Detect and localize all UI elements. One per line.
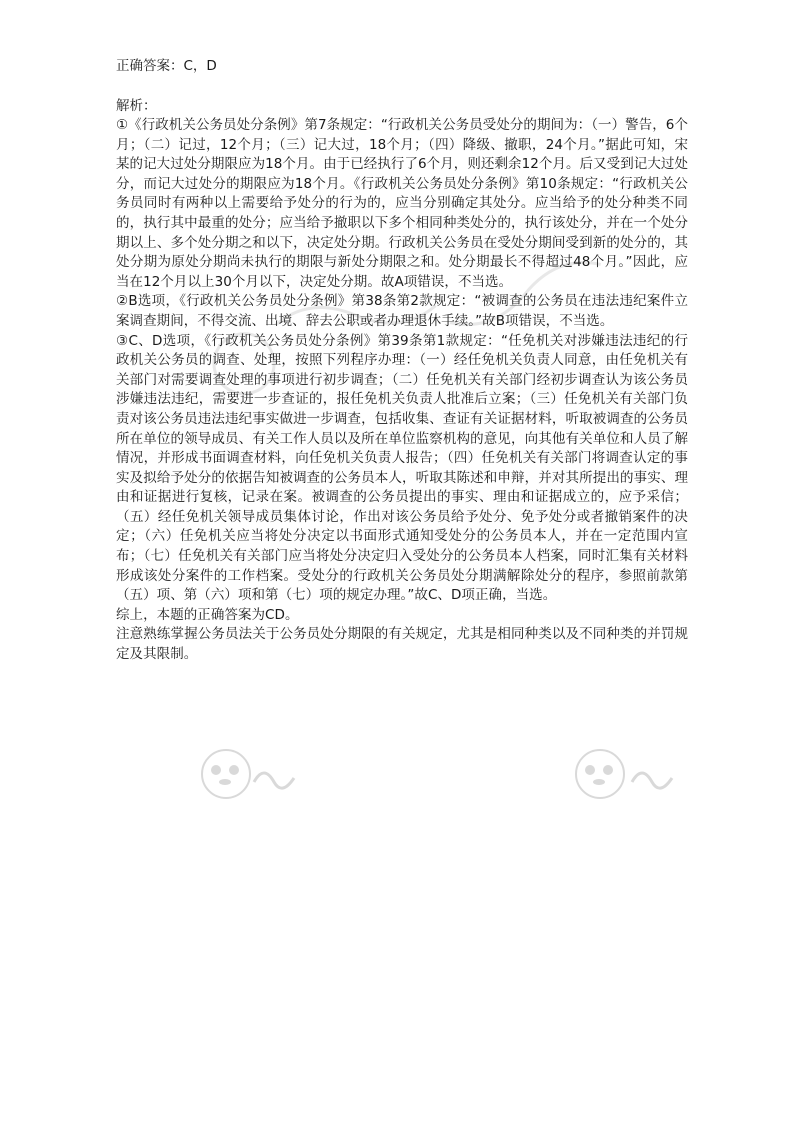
panda-logo-watermark-left bbox=[196, 742, 306, 816]
analysis-paragraph-1: ①《行政机关公务员处分条例》第7条规定：“行政机关公务员受处分的期间为：（一）警告，6个月；（二）记过，12个月；（三）记大过，18个月；（四）降级、撤职，24个月。”据此可知，宋某的记大过处分期限应为18个月。由于已经执行了6个月，则还剩余12个月。后又受到记大过处分，而记大过处分的期限应为18个月。《行政机关公务员处分条例》第10条规定：“行政机关公务员同时有两种以上需要给予处分的行为的，应当分别确定其处分。应当给予的处分种类不同的，执行其中最重的处分；应当给予撤职以下多个相同种类处分的，执行该处分，并在一个处分期以上、多个处分期之和以下，决定处分期。行政机关公务员在受处分期间受到新的处分的，其处分期为原处分期尚未执行的期限与新处分期限之和。处分期最长不得超过48个月。”因此，应当在12个月以上30个月以下，决定处分期。故A项错误，不当选。 bbox=[116, 117, 688, 290]
answer-value: C，D bbox=[183, 58, 217, 74]
analysis-note: 注意熟练掌握公务员法关于公务员处分期限的有关规定，尤其是相同种类以及不同种类的并罚规定及其限制。 bbox=[116, 626, 688, 663]
answer-label: 正确答案： bbox=[116, 58, 184, 74]
panda-logo-watermark-right bbox=[570, 742, 690, 816]
analysis-paragraph-2: ②B选项，《行政机关公务员处分条例》第38条第2款规定：“被调查的公务员在违法违纪案件立案调查期间，不得交流、出境、辞去公职或者办理退休手续。”故B项错误，不当选。 bbox=[116, 293, 688, 329]
analysis-summary: 综上，本题的正确答案为CD。 bbox=[116, 606, 299, 623]
analysis-paragraph-3: ③C、D选项，《行政机关公务员处分条例》第39条第1款规定：“任免机关对涉嫌违法违纪的行政机关公务员的调查、处理，按照下列程序办理：（一）经任免机关负责人同意，由任免机关有关部门对需要调查处理的事项进行初步调查；（二）任免机关有关部门经初步调查认为该公务员涉嫌违法违纪，需要进一步查证的，报任免机关负责人批准后立案；（三）任免机关有关部门负责对该公务员违法违纪事实做进一步调查，包括收集、查证有关证据材料，听取被调查的公务员所在单位的领导成员、有关工作人员以及所在单位监察机构的意见，向其他有关单位和人员了解情况，并形成书面调查材料，向任免机关负责人报告；（四）任免机关有关部门将调查认定的事实及拟给予处分的依据告知被调查的公务员本人，听取其陈述和申辩，并对其所提出的事实、理由和证据进行复核，记录在案。被调查的公务员提出的事实、理由和证据成立的，应予采信；（五）经任免机关领导成员集体讨论，作出对该公务员给予处分、免予处分或者撤销案件的决定；（六）任免机关应当将处分决定以书面形式通知受处分的公务员本人，并在一定范围内宣布；（七）任免机关有关部门应当将处分决定归入受处分的公务员本人档案，同时汇集有关材料形成该处分案件的工作档案。受处分的行政机关公务员处分期满解除处分的程序，参照前款第（五）项、第（六）项和第（七）项的规定办理。”故C、D项正确，当选。 bbox=[116, 332, 688, 604]
document-body bbox=[116, 56, 688, 665]
analysis-heading: 解析： bbox=[116, 98, 157, 114]
correct-answer-line bbox=[116, 56, 688, 76]
